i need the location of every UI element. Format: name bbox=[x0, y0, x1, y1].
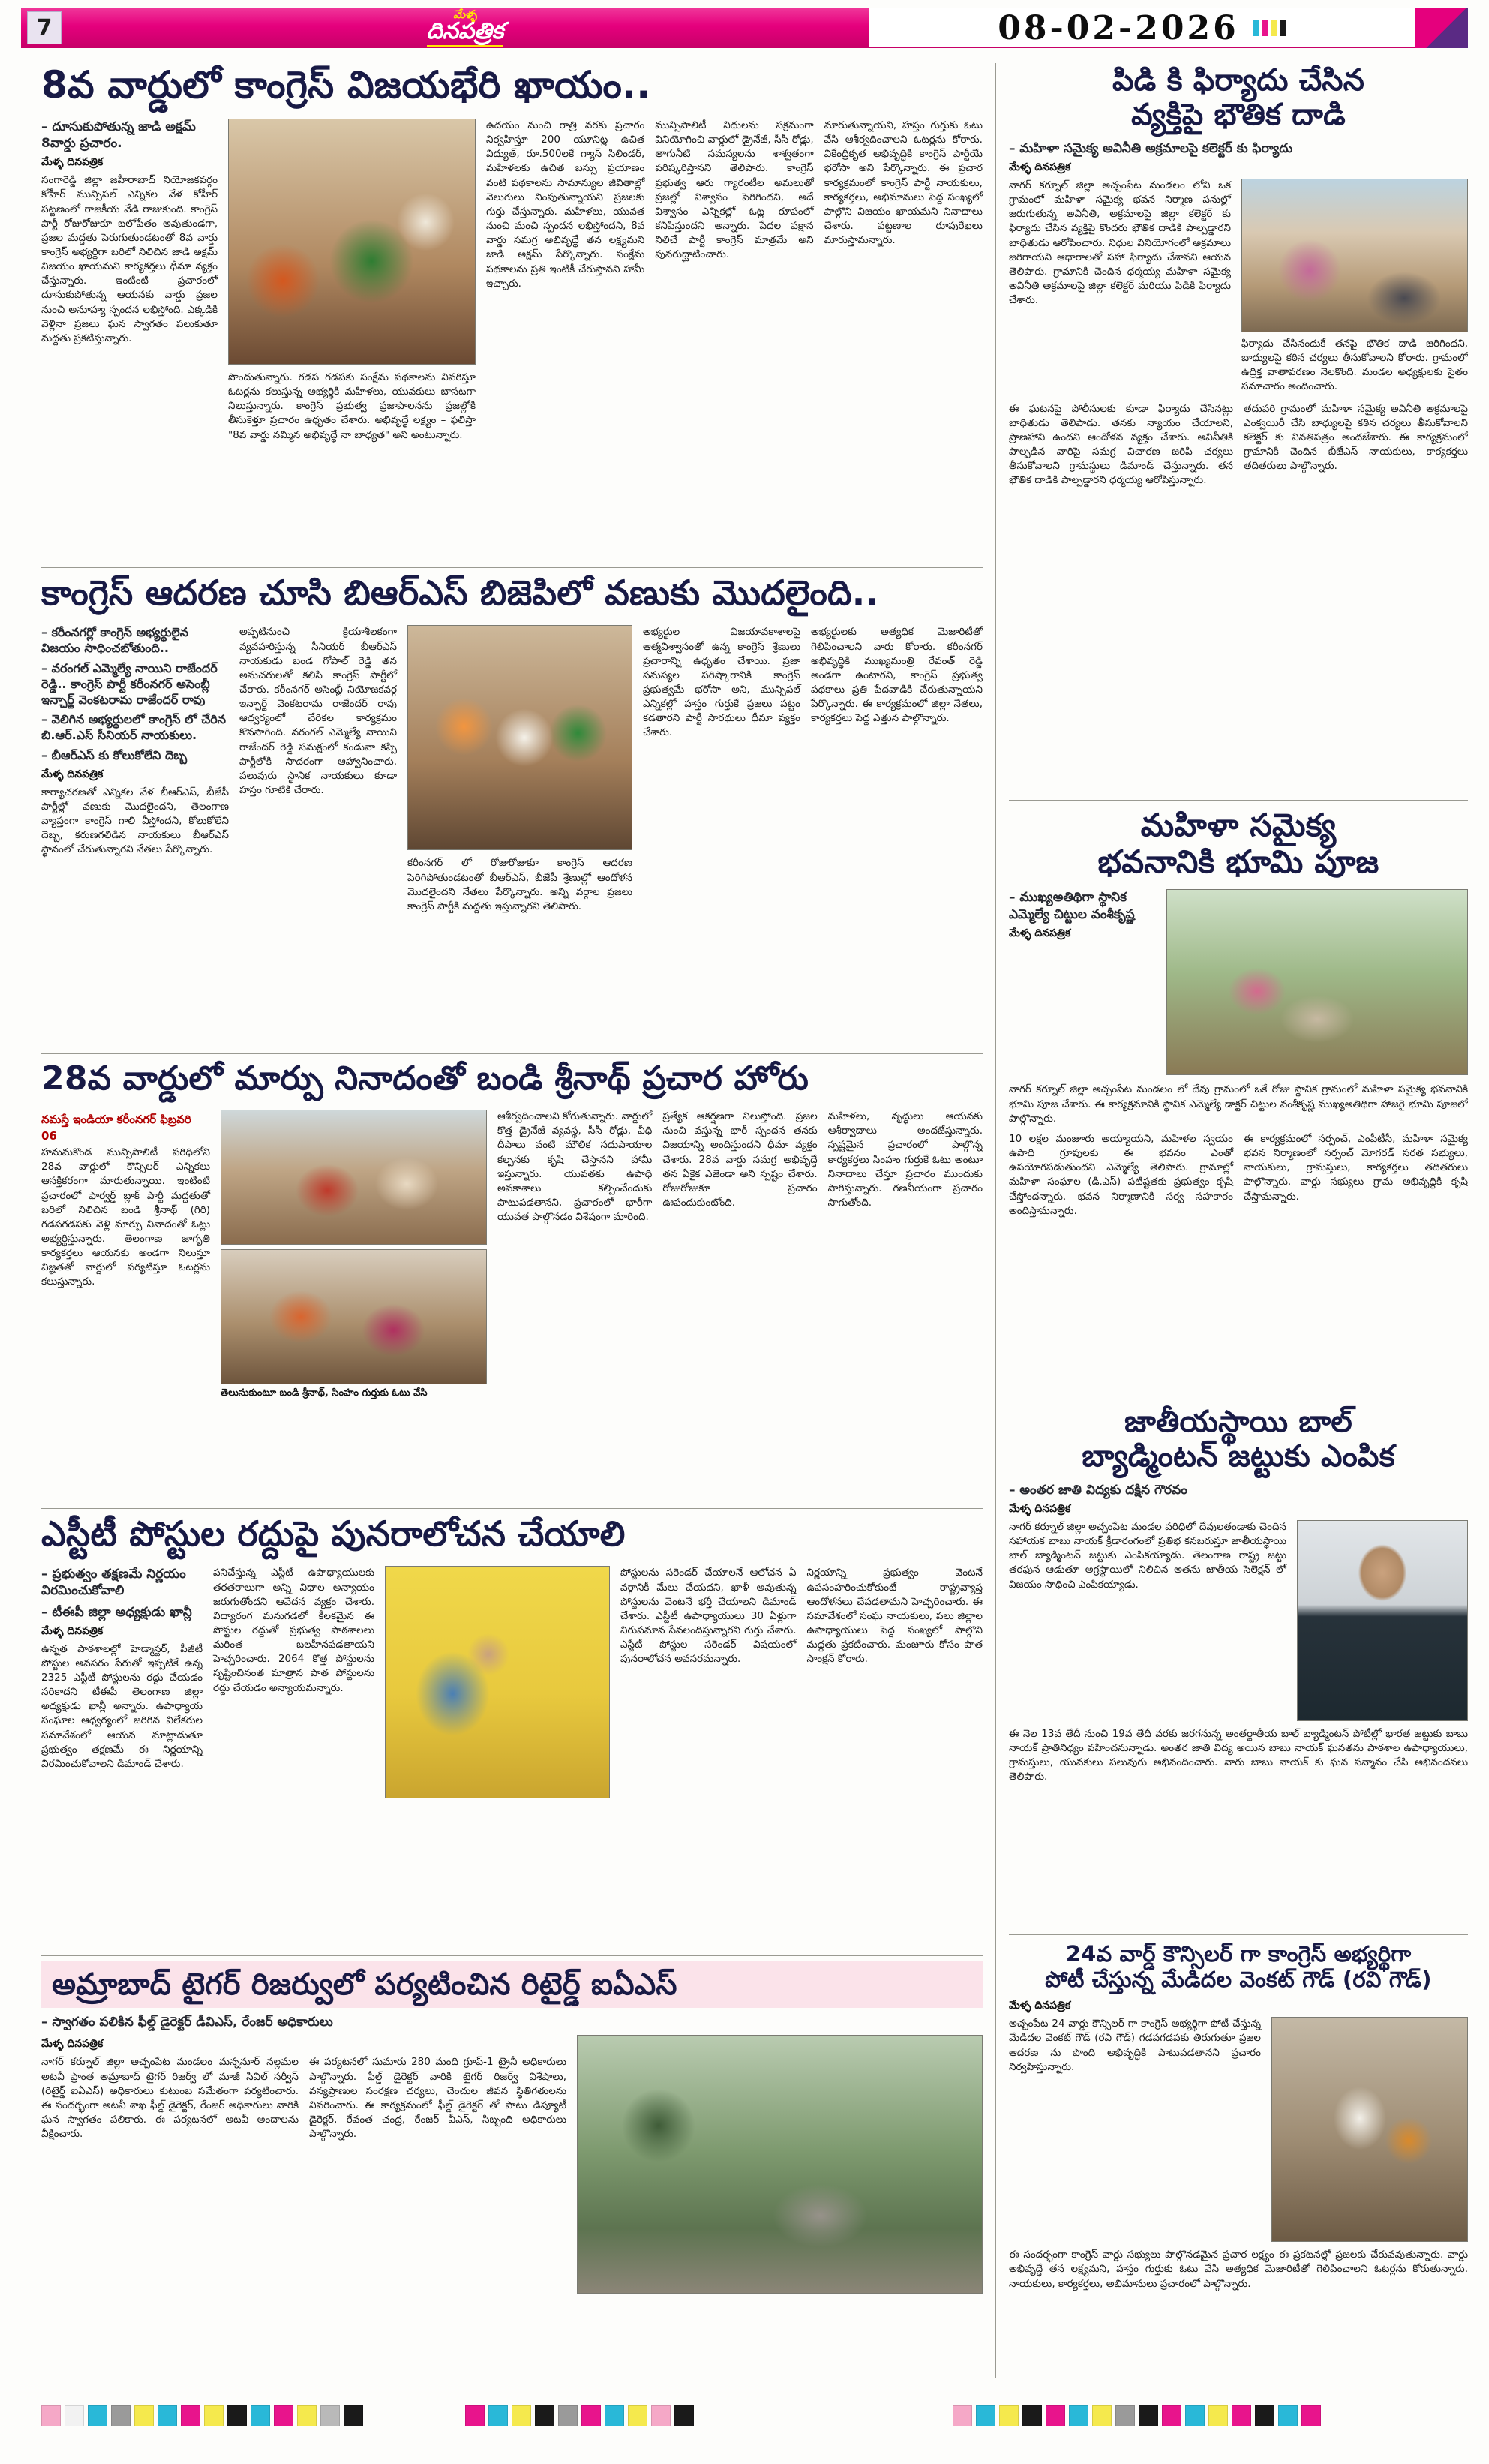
color-swatch bbox=[1092, 2405, 1112, 2426]
article-tiger-byline: – స్వాగతం పలికిన ఫీల్డ్ డైరెక్టర్ డీవిఎస్, రేంజర్ అధికారులు bbox=[41, 2015, 333, 2030]
color-swatch bbox=[999, 2405, 1019, 2426]
article-pd-headline-line1: పిడి కి ఫిర్యాదు చేసిన bbox=[1112, 63, 1364, 98]
color-swatch bbox=[158, 2405, 177, 2426]
color-swatch bbox=[1022, 2405, 1042, 2426]
color-swatch bbox=[320, 2405, 340, 2426]
article-estt-byline-2: – టీఈపీ జిల్లా అధ్యక్షుడు ఖాన్లీ bbox=[41, 1604, 192, 1620]
article-badminton-photo-col bbox=[1297, 1520, 1468, 1721]
article-brs-body5: అభ్యర్థులకు అత్యధిక మెజారిటీతో గెలిపించాలని వారు కోరారు. కరీంనగర్ అభివృద్ధికి ముఖ్యమంత్రి రేవంత్ రెడ్డి అండగా ఉంటారని, కాంగ్రెస్ ప్రభుత్వ పథకాలు ప్రతి పేదవాడికి చేరుతున్నాయని పేర్కొన్నారు. ఈ కార్యక్రమంలో జిల్లా నేతలు, కార్యకర్తలు పెద్ద ఎత్తున పాల్గొన్నారు. bbox=[811, 626, 983, 725]
article-bhumi-col2 bbox=[1244, 1132, 1468, 1218]
section-rule-4 bbox=[41, 1955, 983, 1956]
article-ward8-congress bbox=[41, 63, 983, 563]
cyan-mark bbox=[1253, 20, 1259, 36]
pd-complaint-photo bbox=[1241, 179, 1468, 332]
article-brs-dateline: మేళ్ళ దినపత్రిక bbox=[41, 768, 104, 780]
article-tiger-col1 bbox=[41, 2055, 299, 2141]
badminton-player-photo bbox=[1297, 1520, 1468, 1721]
article-bhumi-byline: – ముఖ్యఅతిథిగా స్థానిక ఎమ్మెల్యే చిట్టుల వంశీకృష్ణ bbox=[1009, 890, 1135, 922]
section-rule-3 bbox=[41, 1508, 983, 1509]
color-swatch bbox=[297, 2405, 317, 2426]
article-ward28-dateline: నమస్తే ఇండియా కరీంనగర్ ఫిబ్రవరి 06 bbox=[41, 1113, 191, 1143]
masthead-title: దినపత్రిక bbox=[427, 20, 504, 47]
article-estt-col1 bbox=[41, 1566, 203, 1798]
article-tiger-body1: నాగర్ కర్నూల్ జిల్లా అచ్చంపేట మండలం మన్ననూర్ నల్లమల అటవీ ప్రాంత అమ్రాబాద్ టైగర్ రిజర్వ్ లో మాజీ సివిల్ సర్వీస్ (రిటైర్డ్ ఐఏఎస్) అధికారులు కుటుంబ సమేతంగా పర్యటించారు. ఈ సందర్భంగా అటవీ శాఖ ఫీల్డ్ డైరెక్టర్, రేంజర్ అధికారులు వారికి ఘన స్వాగతం పలికారు. ఈ పర్యటనలో అటవీ అందాలను వీక్షించారు. bbox=[41, 2056, 299, 2141]
article-brs-photo-col bbox=[407, 625, 632, 914]
section-rule-2 bbox=[41, 1053, 983, 1054]
color-swatch bbox=[674, 2405, 694, 2426]
color-swatch bbox=[558, 2405, 578, 2426]
article-pd-bottom-col1 bbox=[1009, 402, 1233, 488]
color-swatch bbox=[181, 2405, 200, 2426]
article-ward8-dateline: మేళ్ళ దినపత్రిక bbox=[41, 156, 104, 169]
article-ward8-photo-col bbox=[228, 119, 476, 443]
article-pd-bottom-col2 bbox=[1244, 402, 1468, 488]
article-ward28-headline: 28వ వార్డులో మార్పు నినాదంతో బండి శ్రీనాథ్ ప్రచార హోరు bbox=[41, 1059, 809, 1098]
article-ward8-headline: 8వ వార్డులో కాంగ్రెస్ విజయభేరి ఖాయం.. bbox=[41, 63, 651, 107]
article-estt-headline: ఎస్టీటీ పోస్టుల రద్దుపై పునరాలోచన చేయాలి bbox=[41, 1514, 626, 1554]
article-brs-body1: కార్యాచరణతో ఎన్నికల వేళ బీఆర్ఎస్, బీజేపీ పార్టీల్లో వణుకు మొదలైందని, తెలంగాణ వ్యాప్తంగా కాంగ్రెస్ గాలి వీస్తోందని, కోలుకోలేని దెబ్బ, కరుణగలిడిన నాయకులు బీఆర్ఎస్ స్థానంలో చేరుతున్నారని నేతలు పేర్కొన్నారు. bbox=[41, 786, 229, 856]
article-brs-bullet-4: – బీఆర్ఎస్ కు కోలుకోలేని దెబ్బ bbox=[41, 747, 188, 762]
article-pd-dateline: మేళ్ళ దినపత్రిక bbox=[1009, 161, 1071, 173]
article-brs-bullet-3: – వెలిగిన అభ్యర్థులలో కాంగ్రెస్ లో చేరిన బి.ఆర్.ఎస్ సీనియర్ నాయకులు. bbox=[41, 712, 227, 743]
article-brs-bullet-1: – కరీంనగర్లో కాంగ్రెస్ అభ్యర్థులైన విజయం సాధించబోతుంది.. bbox=[41, 625, 188, 656]
article-tiger-text-block bbox=[41, 2035, 566, 2294]
color-swatch bbox=[465, 2405, 485, 2426]
ward28-campaign-photo-top bbox=[221, 1110, 487, 1245]
color-swatch bbox=[581, 2405, 601, 2426]
article-ward8-col5 bbox=[824, 119, 983, 443]
article-ward28-body5: మహిళలు, వృద్ధులు ఆయనకు ఆశీర్వాదాలు అందజేస్తున్నారు. స్పష్టమైన ప్రచారంలో పాల్గొన్న కార్యకర్తలు సింహం గుర్తుకే ఓటు అంటూ నినాదాలు చేస్తూ ప్రచారం ముందుకు సాగిస్తున్నారు. గణనీయంగా ప్రచారం సాగుతోంది. bbox=[827, 1110, 983, 1209]
article-tiger-headline: అమ్రాబాద్ టైగర్ రిజర్వులో పర్యటించిన రిటైర్డ్ ఐఏఎస్ bbox=[41, 1961, 983, 2008]
color-swatch bbox=[953, 2405, 972, 2426]
article-tiger-col2 bbox=[309, 2055, 566, 2141]
print-registration-marks bbox=[1253, 20, 1286, 36]
article-brs-body3: కరీంనగర్ లో రోజురోజుకూ కాంగ్రెస్ ఆదరణ పెరిగిపోతుండటంతో బీఆర్ఎస్, బీజేపీ శ్రేణుల్లో ఆందోళన మొదలైందని నేతలు పేర్కొన్నారు. అన్ని వర్గాల ప్రజలు కాంగ్రెస్ పార్టీకి మద్దతు ఇస్తున్నారని తెలిపారు. bbox=[407, 857, 632, 912]
black-mark bbox=[1280, 20, 1286, 36]
article-bhumi-photo-col bbox=[1166, 889, 1468, 1075]
color-swatch bbox=[488, 2405, 508, 2426]
edition-date: 08-02-2026 bbox=[998, 8, 1239, 47]
article-tiger-reserve bbox=[41, 1961, 983, 2378]
color-swatch bbox=[1046, 2405, 1065, 2426]
color-swatch bbox=[1232, 2405, 1251, 2426]
color-swatch bbox=[41, 2405, 61, 2426]
article-ward28-photo-col bbox=[221, 1110, 487, 1400]
masthead-logo bbox=[427, 9, 504, 47]
color-swatch bbox=[1301, 2405, 1321, 2426]
article-councillor-body2: ఈ సందర్భంగా కాంగ్రెస్ వార్డు సభ్యులు పాల్గొనడమైన ప్రచార లక్ష్యం ఈ ప్రకటనల్లో ప్రజలకు చేరువవుతున్నారు. వార్డు అభివృద్ధే తన లక్ష్యమని, హస్తం గుర్తుకు ఓటు వేసి అత్యధిక మెజారిటీతో గెలిపించాలని ఓటర్లను కోరుతున్నారు. నాయకులు, కార్యకర్తలు, అభిమానులు ప్రచారంలో పాల్గొన్నారు. bbox=[1009, 2249, 1468, 2290]
article-estt-body2: పనిచేస్తున్న ఎస్టీటీ ఉపాధ్యాయులకు తరతరాలుగా అన్ని విధాల అన్యాయం జరుగుతోందని ఆవేదన వ్యక్తం చేశారు. విద్యారంగ మనుగడలో కీలకమైన ఈ పోస్టుల రద్దుతో ప్రభుత్వ పాఠశాలలు మరింత బలహీనపడతాయని హెచ్చరించారు. 2064 కొత్త పోస్టులను సృష్టించినంత మాత్రాన పాత పోస్టులను రద్దు చేయడం అన్యాయమన్నారు. bbox=[213, 1567, 374, 1694]
print-color-bar-center bbox=[465, 2405, 694, 2426]
article-badminton bbox=[1009, 1405, 1468, 1930]
article-councillor-headline-line2: పోటీ చేస్తున్న మేడిదల వెంకట్ గౌడ్ (రవి గౌడ్) bbox=[1045, 1966, 1432, 1992]
article-estt-posts bbox=[41, 1514, 983, 1951]
section-rule-r1 bbox=[1009, 800, 1468, 801]
article-tiger-body2: ఈ పర్యటనలో సుమారు 280 మంది గ్రూప్-1 ట్రైనీ అధికారులు పాల్గొన్నారు. ఫీల్డ్ డైరెక్టర్ వారికి టైగర్ రిజర్వ్ విశేషాలు, వన్యప్రాణుల సంరక్షణ చర్యలు, చెంచుల జీవన స్థితిగతులను వివరించారు. ఈ కార్యక్రమంలో ఫీల్డ్ డైరెక్టర్ తో పాటు డిప్యూటీ డైరెక్టర్, రేవంత చంద్ర, రేంజర్ వీఎస్, సిబ్బంది అధికారులు పాల్గొన్నారు. bbox=[309, 2056, 566, 2141]
ward28-photo-caption: తెలుసుకుంటూ బండి శ్రీనాథ్, సింహం గుర్తుకు ఓటు వేసి bbox=[221, 1387, 428, 1399]
color-swatch bbox=[344, 2405, 363, 2426]
color-swatch bbox=[1278, 2405, 1298, 2426]
article-pd-body-right: ఫిర్యాదు చేసినందుకే తనపై భౌతిక దాడి జరిగిందని, బాధ్యులపై కఠిన చర్యలు తీసుకోవాలని కోరారు. గ్రామంలో ఉద్రిక్త వాతావరణం నెలకొంది. మండల అధ్యక్షులకు సైతం సమాచారం అందించారు. bbox=[1241, 337, 1468, 393]
article-ward28-col1 bbox=[41, 1110, 210, 1400]
page-number: 7 bbox=[27, 11, 62, 44]
color-swatch bbox=[251, 2405, 270, 2426]
article-ward8-body3: ఉదయం నుంచి రాత్రి వరకు ప్రచారం నిర్వహిస్తూ 200 యూనిట్ల ఉచిత విద్యుత్, రూ.500లకే గ్యాస్ సిలిండర్, మహిళలకు ఉచిత బస్సు ప్రయాణం వంటి పథకాలను సామాన్యుల జీవితాల్లో వెలుగులు నింపుతున్నాయని ప్రజలకు గుర్తు చేస్తున్నారు. మహిళలు, యువత నుంచి మంచి స్పందన లభిస్తోందని, 8వ వార్డు సమగ్ర అభివృద్ధే తన లక్ష్యమని జాడి అక్షమ్ పేర్కొన్నారు. సంక్షేమ పథకాలను ప్రతి ఇంటికీ చేరుస్తానని హామీ ఇచ్చారు. bbox=[486, 119, 645, 290]
article-brs-bjp bbox=[41, 573, 983, 1050]
article-councillor-col-left bbox=[1009, 2017, 1261, 2242]
article-bhumi-body2a: 10 లక్షల మంజూరు అయ్యాయని, మహిళల స్వయం ఉపాధి గ్రూపులకు ఈ భవనం ఎంతో ఉపయోగపడుతుందని ఎమ్మెల్యే తెలిపారు. గ్రామాల్లో మహిళా సంఘాల (డి.ఎస్) పటిష్టతకు ప్రభుత్వం కృషి చేస్తోందన్నారు. భవన నిర్మాణానికి సర్వ సహకారం అందిస్తామన్నారు. bbox=[1009, 1132, 1233, 1217]
article-pd-col-left bbox=[1009, 179, 1231, 395]
article-bhumi-body1: నాగర్ కర్నూల్ జిల్లా అచ్చంపేట మండలం లో దేవు గ్రామంలో ఒకే రోజు స్థానిక గ్రామంలో మహిళా సమైక్య భవనానికి భూమి పూజ చేశారు. ఈ కార్యక్రమానికి స్థానిక ఎమ్మెల్యే డాక్టర్ చిట్టుల వంశీకృష్ణ ముఖ్యఅతిథిగా హాజరై భూమి పూజలో పాల్గొన్నారు. bbox=[1009, 1083, 1468, 1125]
article-ward28-col4 bbox=[662, 1110, 817, 1400]
article-brs-col1 bbox=[41, 625, 229, 914]
article-badminton-body1: నాగర్ కర్నూల్ జిల్లా అచ్చంపేట మండల పరిధిలో దేవులతండాకు చెందిన సహాయక బాబు నాయక్ క్రీడారంగంలో ప్రతిభ కనబరుస్తూ జాతీయస్థాయి బాల్ బ్యాడ్మింటన్ జట్టుకు ఎంపికయ్యాడు. తెలంగాణ రాష్ట్ర జట్టు తరఫున ఆడుతూ అగ్రస్థాయిలో నిలిచిన అతను జాతీయ సెలెక్షన్ లో విజయం సాధించి ఎంపికయ్యాడు. bbox=[1009, 1520, 1286, 1591]
ward28-campaign-photo-bottom bbox=[221, 1249, 487, 1384]
article-bhumi-byline-col bbox=[1009, 889, 1156, 1075]
article-ward28-body3: ఆశీర్వదించాలని కోరుతున్నారు. వార్డులో కొత్త డ్రైనేజీ వ్యవస్థ, సీసీ రోడ్లు, వీధి దీపాలు వంటి మౌలిక సదుపాయాల కల్పనకు కృషి చేస్తానని హామీ ఇస్తున్నారు. యువతకు ఉపాధి అవకాశాలు కల్పించేందుకు పాటుపడతానని, ప్రచారంలో భారీగా యువత పాల్గొనడం విశేషంగా మారింది. bbox=[497, 1110, 653, 1224]
article-ward28-col3 bbox=[497, 1110, 652, 1400]
article-badminton-dateline: మేళ్ళ దినపత్రిక bbox=[1009, 1502, 1071, 1515]
color-swatch bbox=[274, 2405, 293, 2426]
color-swatch bbox=[111, 2405, 131, 2426]
color-swatch bbox=[1069, 2405, 1088, 2426]
color-swatch bbox=[512, 2405, 531, 2426]
article-bhumi-puja bbox=[1009, 807, 1468, 1394]
article-estt-byline-1: – ప్రభుత్వం తక్షణమే నిర్ణయం విరమించుకోవాలి bbox=[41, 1567, 186, 1599]
color-swatch bbox=[976, 2405, 995, 2426]
article-bhumi-dateline: మేళ్ళ దినపత్రిక bbox=[1009, 927, 1071, 939]
color-swatch bbox=[1115, 2405, 1135, 2426]
estt-speaker-photo bbox=[385, 1566, 610, 1798]
masthead-top-text: మేళ్ళ bbox=[453, 7, 477, 21]
article-councillor-photo-col bbox=[1271, 2017, 1468, 2242]
article-estt-body1: ఉన్నత పాఠశాలల్లో హెడ్మాస్టర్, పీజీటీ పోస్టుల అవసరం పేరుతో ఇప్పటికే ఉన్న 2325 ఎస్టీటీ పోస్టులను రద్దు చేయడం సరికాదని టీఈపీ తెలంగాణ జిల్లా అధ్యక్షుడు ఖాన్లీ అన్నారు. ఉపాధ్యాయ సంఘాల ఆధ్వర్యంలో జరిగిన విలేకరుల సమావేశంలో ఆయన మాట్లాడుతూ ప్రభుత్వం తక్షణమే ఈ నిర్ణయాన్ని విరమించుకోవాలని డిమాండ్ చేశారు. bbox=[41, 1642, 203, 1770]
section-rule-1 bbox=[41, 567, 983, 568]
print-color-bar-right bbox=[953, 2405, 1321, 2426]
color-swatch bbox=[605, 2405, 624, 2426]
color-swatch bbox=[65, 2405, 84, 2426]
article-brs-col4 bbox=[643, 625, 800, 914]
article-estt-body4: పోస్టులను సరెండర్ చేయాలనే ఆలోచన ఏ వర్గానికీ మేలు చేయదని, ఖాళీ అవుతున్న పోస్టులను వెంటనే భర్తీ చేయాలని డిమాండ్ చేశారు. ఎస్టీటీ ఉపాధ్యాయులు 30 ఏళ్లుగా నిరుపమాన సేవలందిస్తున్నారని గుర్తు చేశారు. ఎస్టీటీ పోస్టుల సరెండర్ విషయంలో పునరాలోచన అవసరమన్నారు. bbox=[620, 1567, 797, 1666]
date-panel bbox=[869, 8, 1415, 48]
color-swatch bbox=[134, 2405, 154, 2426]
article-bhumi-body2b: ఈ కార్యక్రమంలో సర్పంచ్, ఎంపీటీసీ, మహిళా సమైక్య భవన నిర్మాణంలో సర్పంచ్ మోగరడ్ సరత సభ్యులు, నాయకులు, గ్రామస్తులు, కార్యకర్తలు తదితరులు పాల్గొన్నారు. వార్డు సభ్యులు గ్రామ అభివృద్ధికి కృషి చేస్తామన్నారు. bbox=[1244, 1132, 1468, 1203]
article-ward8-col1 bbox=[41, 119, 218, 443]
tiger-reserve-photo bbox=[577, 2035, 983, 2294]
column-divider bbox=[995, 63, 996, 2378]
article-ward8-col4 bbox=[655, 119, 813, 443]
article-ward28-body1: హనుమకొండ మున్సిపాలిటీ పరిధిలోని 28వ వార్డులో కౌన్సిలర్ ఎన్నికలు ఆసక్తికరంగా మారుతున్నాయి. ఇంటింటి ప్రచారంలో ఫార్వర్డ్ బ్లాక్ పార్టీ మద్దతుతో బరిలో నిలిచిన బండి శ్రీనాథ్ (గిరి) గడపగడపకు వెళ్లి మార్పు నినాదంతో ఓట్లు అభ్యర్థిస్తున్నారు. తెలంగాణ జాగృతి కార్యకర్తలు ఆయనకు అండగా నిలుస్తూ విజ్ఞతతో వార్డులో పర్యటిస్తూ ఓటర్లను కలుస్తున్నారు. bbox=[41, 1146, 210, 1288]
article-councillor-body1: అచ్చంపేట 24 వార్డు కౌన్సిలర్ గా కాంగ్రెస్ అభ్యర్థిగా పోటీ చేస్తున్న మేడిదల వెంకట్ గౌడ్ (రవి గౌడ్) గడపగడపకు తిరుగుతూ ప్రజల ఆదరణ ను పొంది అభివృద్ధికి పాటుపడతానని ప్రచారం నిర్వహిస్తున్నారు. bbox=[1009, 2018, 1261, 2073]
color-swatch bbox=[1255, 2405, 1274, 2426]
magenta-mark bbox=[1262, 20, 1268, 36]
article-ward8-byline: – దూసుకుపోతున్న జాడి అక్షమ్ 8వార్డు ప్రచారం. bbox=[41, 119, 196, 152]
article-pd-col-right bbox=[1241, 179, 1468, 395]
article-estt-col5 bbox=[807, 1566, 983, 1798]
article-badminton-body2: ఈ నెల 13వ తేదీ నుంచి 19వ తేదీ వరకు జరగనున్న అంతర్జాతీయ బాల్ బ్యాడ్మింటన్ పోటీల్లో భారత జట్టుకు బాబు నాయక్ ప్రాతినిధ్యం వహించనున్నాడు. అంతర జాతి విద్య అయిన బాబు నాయక్ ఘనతను పాఠశాల ఉపాధ్యాయులు, గ్రామస్తులు, యువకులు పలువురు అభినందించారు. వారు బాబు నాయక్ కు ఘన సన్మానం చేసి అభినందనలు తెలిపారు. bbox=[1009, 1727, 1468, 1783]
article-tiger-photo-col bbox=[577, 2035, 983, 2294]
color-swatch bbox=[88, 2405, 107, 2426]
article-badminton-col-left bbox=[1009, 1520, 1286, 1721]
article-ward28-col5 bbox=[828, 1110, 983, 1400]
article-estt-col4 bbox=[620, 1566, 797, 1798]
article-estt-body5: నిర్ణయాన్ని ప్రభుత్వం వెంటనే ఉపసంహరించుకోకుంటే రాష్ట్రవ్యాప్త ఆందోళనలు చేపడతామని హెచ్చరించారు. ఈ సమావేశంలో సంఘ నాయకులు, పలు జిల్లాల ఉపాధ్యాయులు పెద్ద సంఖ్యలో పాల్గొని మద్దతు ప్రకటించారు. మంజూరు కోసం పాత సాంక్షన్ కోరారు. bbox=[806, 1567, 983, 1666]
color-swatch bbox=[651, 2405, 671, 2426]
bhumi-puja-photo bbox=[1166, 889, 1468, 1075]
color-swatch bbox=[204, 2405, 224, 2426]
article-brs-col5 bbox=[811, 625, 983, 914]
color-swatch bbox=[1185, 2405, 1205, 2426]
page-header bbox=[21, 8, 1468, 48]
article-pd-body-bottom2: తదుపరి గ్రామంలో మహిళా సమైక్య అవినీతి అక్రమాలపై ఎంక్వయిరీ చేసి బాధ్యులపై కఠిన చర్యలు తీసుకోవాలని కలెక్టర్ కు వినతిపత్రం అందజేశారు. ఈ కార్యక్రమంలో గ్రామానికి చెందిన బీజేఎస్ నాయకులు, కార్యకర్తలు తదితరులు పాల్గొన్నారు. bbox=[1244, 402, 1468, 473]
color-swatch bbox=[1208, 2405, 1228, 2426]
print-color-bar-left bbox=[41, 2405, 363, 2426]
article-pd-body-left: నాగర్ కర్నూల్ జిల్లా అచ్చంపేట మండలం లోని ఒక గ్రామంలో మహిళా సమైక్య భవన నిర్మాణ పనుల్లో జరుగుతున్న అవినీతి, అక్రమాలపై జిల్లా కలెక్టర్ కు ఫిర్యాదు చేసిన వ్యక్తిపై కొందరు భౌతిక దాడికి పాల్పడ్డారని బాధితుడు ఆరోపించారు. నిధుల వినియోగంలో అక్రమాలు జరిగాయని ఆధారాలతో సహా ఫిర్యాదు చేశానని ఆయన తెలిపారు. గ్రామానికి చెందిన ధర్మయ్య మహిళా సమైక్య అవినీతి అక్రమాలపై జిల్లా కలెక్టర్ మరియు పిడికి ఫిర్యాదు చేశారు. bbox=[1009, 179, 1231, 307]
article-brs-body2: అప్పటినుంచి క్రియాశీలకంగా వ్యవహరిస్తున్న సీనియర్ బీఆర్ఎస్ నాయకుడు బండ గోపాల్ రెడ్డి తన అనుచరులతో కలిసి కాంగ్రెస్ పార్టీలో చేరారు. కరీంనగర్ అసెంబ్లీ నియోజకవర్గ ఇన్చార్జ్ వెంకటరామ రాజేందర్ రావు ఆధ్వర్యంలో చేరికల కార్యక్రమం కొనసాగింది. వరంగల్ ఎమ్మెల్యే నాయిని రాజేందర్ రెడ్డి సమక్షంలో కండువా కప్పి పార్టీలోకి సాదరంగా ఆహ్వానించారు. పలువురు స్థానిక నాయకులు కూడా హస్తం గూటికి చేరారు. bbox=[239, 626, 397, 797]
color-swatch bbox=[227, 2405, 247, 2426]
article-councillor-dateline: మేళ్ళ దినపత్రిక bbox=[1009, 2000, 1071, 2012]
article-bhumi-headline-line1: మహిళా సమైక్య bbox=[1140, 807, 1337, 843]
ward8-campaign-photo bbox=[228, 119, 476, 365]
masthead-strip bbox=[21, 8, 869, 48]
article-brs-headline: కాంగ్రెస్ ఆదరణ చూసి బిఆర్ఎస్ బిజెపిలో వణుకు మొదలైంది.. bbox=[41, 573, 879, 613]
article-badminton-headline-line2: బ్యాడ్మింటన్ జట్టుకు ఎంపిక bbox=[1082, 1439, 1395, 1474]
article-ward8-body2: పొందుతున్నారు. గడప గడపకు సంక్షేమ పథకాలను వివరిస్తూ ఓటర్లను కలుస్తున్న అభ్యర్థికి మహిళలు, యువకులు బాసటగా నిలుస్తున్నారు. కాంగ్రెస్ ప్రభుత్వ ప్రజాపాలనను ప్రజల్లోకి తీసుకెళ్తూ ప్రచారం ఉధృతం చేశారు. అభివృద్ధే లక్ష్యం – ఫలిస్తా "8వ వార్డు నమ్మిన అభివృద్ధే నా బాధ్యత" అని అంటున్నారు. bbox=[228, 371, 476, 441]
article-ward28 bbox=[41, 1059, 983, 1504]
article-councillor bbox=[1009, 1942, 1468, 2378]
article-ward28-body4: ప్రత్యేక ఆకర్షణగా నిలుస్తోంది. ప్రజల నుంచి వస్తున్న భారీ స్పందన తనకు విజయాన్ని అందిస్తుందని ధీమా వ్యక్తం చేశారు. 28వ వార్డు సమగ్ర అభివృద్ధే తన ఏకైక ఎజెండా అని స్పష్టం చేశారు. రోజురోజుకూ ప్రచారం ఊపందుకుంటోంది. bbox=[662, 1110, 818, 1209]
article-ward8-body5: మారుతున్నాయని, హస్తం గుర్తుకు ఓటు వేసి ఆశీర్వదించాలని ఓటర్లను కోరారు. వికేంద్రీకృత అభివృద్ధికి కాంగ్రెస్ పార్టీయే భరోసా అని పేర్కొన్నారు. ఈ ప్రచార కార్యక్రమంలో కాంగ్రెస్ పార్టీ నాయకులు, కార్యకర్తలు, అభిమానులు పెద్ద సంఖ్యలో పాల్గొని విజయం ఖాయమని నినాదాలు చేశారు. పట్టణాల రూపురేఖలు మారుస్తామన్నారు. bbox=[824, 119, 983, 247]
article-badminton-byline: – అంతర జాతి విద్యకు దక్షిన గౌరవం bbox=[1009, 1482, 1187, 1498]
article-brs-body4: అభ్యర్థుల విజయావకాశాలపై ఆత్మవిశ్వాసంతో ఉన్న కాంగ్రెస్ శ్రేణులు ప్రచారాన్ని ఉధృతం చేశాయి. ప్రజా సమస్యల పరిష్కారానికి కాంగ్రెస్ ప్రభుత్వమే భరోసా అని, మున్సిపల్ ఎన్నికల్లో హస్తం గుర్తుకే ప్రజలు పట్టం కడతారని పార్టీ సారథులు ధీమా వ్యక్తం చేశారు. bbox=[643, 626, 800, 739]
article-bhumi-col1 bbox=[1009, 1132, 1233, 1218]
color-swatch bbox=[628, 2405, 647, 2426]
article-pd-body-bottom1: ఈ ఘటనపై పోలీసులకు కూడా ఫిర్యాదు చేసినట్లు బాధితుడు తెలిపాడు. తనకు న్యాయం చేయాలని, ప్రాణహాని ఉందని ఆందోళన వ్యక్తం చేశారు. అవినీతికి పాల్పడిన వారిపై సమగ్ర విచారణ జరిపి చర్యలు తీసుకోవాలని గ్రామస్థులు డిమాండ్ చేస్తున్నారు. తన భౌతిక దాడికి పాల్పడ్డారని ధర్మయ్య ఆరోపిస్తున్నారు. bbox=[1009, 402, 1233, 487]
article-ward8-body4: మున్సిపాలిటీ నిధులను సక్రమంగా వినియోగించి వార్డులో డ్రైనేజీ, సీసీ రోడ్లు, తాగునీటి సమస్యలను శాశ్వతంగా పరిష్కరిస్తానని తెలిపారు. కాంగ్రెస్ ప్రభుత్వ ఆరు గ్యారంటీల అమలుతో ప్రజల్లో విశ్వాసం పెరిగిందని, అదే విశ్వాసం ఎన్నికల్లో ఓట్ల రూపంలో కనిపిస్తుందని అన్నారు. పేదల పక్షాన నిలిచే పార్టీ కాంగ్రెస్ మాత్రమే అని పునరుద్ఘాటించారు. bbox=[655, 119, 814, 261]
article-estt-photo-col bbox=[385, 1566, 610, 1798]
article-estt-col2 bbox=[213, 1566, 374, 1798]
yellow-mark bbox=[1271, 20, 1277, 36]
article-councillor-headline-line1: 24వ వార్డ్ కౌన్సిలర్ గా కాంగ్రెస్ అభ్యర్థిగా bbox=[1065, 1942, 1412, 1967]
article-pd-headline-line2: వ్యక్తిపై భౌతిక దాడి bbox=[1131, 98, 1346, 133]
councillor-candidate-photo bbox=[1271, 2017, 1468, 2242]
article-estt-dateline: మేళ్ళ దినపత్రిక bbox=[41, 1624, 104, 1637]
article-tiger-dateline: మేళ్ళ దినపత్రిక bbox=[41, 2038, 104, 2051]
brs-joining-photo bbox=[407, 625, 632, 850]
article-ward8-body1: సంగారెడ్డి జిల్లా జహీరాబాద్ నియోజకవర్గం కోహీర్ మున్సిపల్ ఎన్నికల వేళ కోహీర్ పట్టణంలో రాజకీయ వేడి రాజుకుంది. కాంగ్రెస్ పార్టీ రోజురోజుకూ బలోపేతం అవుతుండగా, ప్రజల మద్దతు పెరుగుతుండటంతో 8వ వార్డు కాంగ్రెస్ అభ్యర్థిగా బరిలో నిలిచిన జాడి అక్షమ్ విజయం ఖాయమని కార్యకర్తలు ధీమా వ్యక్తం చేస్తున్నారు. ఇంటింటి ప్రచారంలో దూసుకుపోతున్న ఆయనకు వార్డు ప్రజల నుంచి అనూహ్య స్పందన లభిస్తోంది. ఎక్కడికి వెళ్లినా ప్రజలు ఘన స్వాగతం పలుకుతూ మద్దతు ప్రకటిస్తున్నారు. bbox=[41, 174, 218, 344]
article-badminton-headline-line1: జాతీయస్థాయి బాల్ bbox=[1124, 1405, 1352, 1439]
article-brs-bullet-2: – వరంగల్ ఎమ్మెల్యే నాయిని రాజేందర్ రెడ్డి.. కాంగ్రెస్ పార్టీ కరీంనగర్ అసెంబ్లీ ఇన్చార్జ్ వెంకటరామ రాజేందర్ రావు bbox=[41, 660, 218, 707]
article-ward8-col3 bbox=[486, 119, 644, 443]
header-end-cap bbox=[1415, 8, 1468, 48]
article-pd-byline: – మహిళా సమైక్య అవినీతి అక్రమాలపై కలెక్టర్ కు ఫిర్యాదు bbox=[1009, 140, 1293, 156]
article-bhumi-headline-line2: భవనానికి భూమి పూజ bbox=[1097, 843, 1379, 880]
article-brs-col2 bbox=[239, 625, 397, 914]
article-pd-complaint bbox=[1009, 63, 1468, 795]
color-swatch bbox=[535, 2405, 554, 2426]
section-rule-r3 bbox=[1009, 1934, 1468, 1935]
color-swatch bbox=[1139, 2405, 1158, 2426]
color-swatch bbox=[1162, 2405, 1181, 2426]
